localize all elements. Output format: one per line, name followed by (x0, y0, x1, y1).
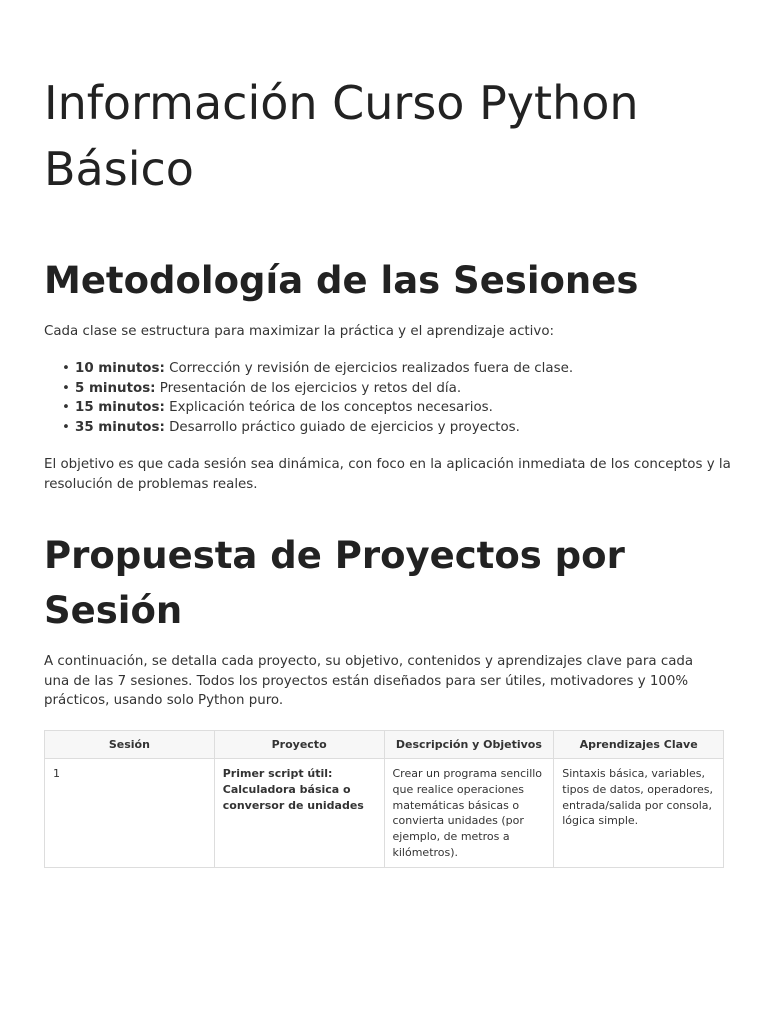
bullet-icon: • (62, 419, 70, 435)
proposal-intro: A continuación, se detalla cada proyecto, su objetivo, contenidos y aprendizajes clave para cada una de las 7 sesiones. Todos los proyectos están diseñados para ser útiles, motivadores y 100% prácticos, usando solo Python puro. (44, 654, 694, 708)
proposal-heading: Propuesta de Proyectos por Sesión (44, 534, 625, 632)
page-title: Información Curso Python Básico (44, 76, 639, 196)
list-item (62, 398, 765, 418)
table-row (45, 759, 724, 868)
bullet-icon: • (62, 380, 70, 396)
table-header-row (45, 731, 724, 759)
item-time: 35 minutos: (75, 419, 165, 435)
column-header-session: Sesión (45, 731, 215, 759)
session-time-list (44, 359, 765, 437)
item-text: Explicación teórica de los conceptos necesarios. (169, 400, 493, 415)
methodology-objective: El objetivo es que cada sesión sea dinámica, con foco en la aplicación inmediata de los conceptos y la resolución de problemas reales. (44, 457, 731, 492)
column-header-project: Proyecto (214, 731, 384, 759)
methodology-heading: Metodología de las Sesiones (44, 259, 639, 302)
item-text: Corrección y revisión de ejercicios realizados fuera de clase. (169, 361, 574, 376)
methodology-intro: Cada clase se estructura para maximizar la práctica y el aprendizaje activo: (44, 324, 555, 339)
cell-project: Primer script útil: Calculadora básica o conversor de unidades (214, 759, 384, 868)
item-time: 10 minutos: (75, 361, 165, 376)
list-item (62, 418, 765, 438)
column-header-learnings: Aprendizajes Clave (554, 731, 724, 759)
list-item (62, 359, 765, 379)
bullet-icon: • (62, 361, 70, 376)
cell-session: 1 (45, 759, 215, 868)
item-text: Desarrollo práctico guiado de ejercicios y proyectos. (169, 419, 520, 435)
item-time: 5 minutos: (75, 380, 156, 396)
item-time: 15 minutos: (75, 400, 165, 415)
list-item (62, 379, 765, 399)
item-text: Presentación de los ejercicios y retos del día. (159, 380, 462, 396)
column-header-description: Descripción y Objetivos (384, 731, 554, 759)
bullet-icon: • (62, 400, 70, 415)
cell-learnings: Sintaxis básica, variables, tipos de datos, operadores, entrada/salida por consola, lógica simple. (554, 759, 724, 868)
sessions-table (44, 730, 724, 868)
cell-description: Crear un programa sencillo que realice operaciones matemáticas básicas o convierta unidades (por ejemplo, de metros a kilómetros). (384, 759, 554, 868)
